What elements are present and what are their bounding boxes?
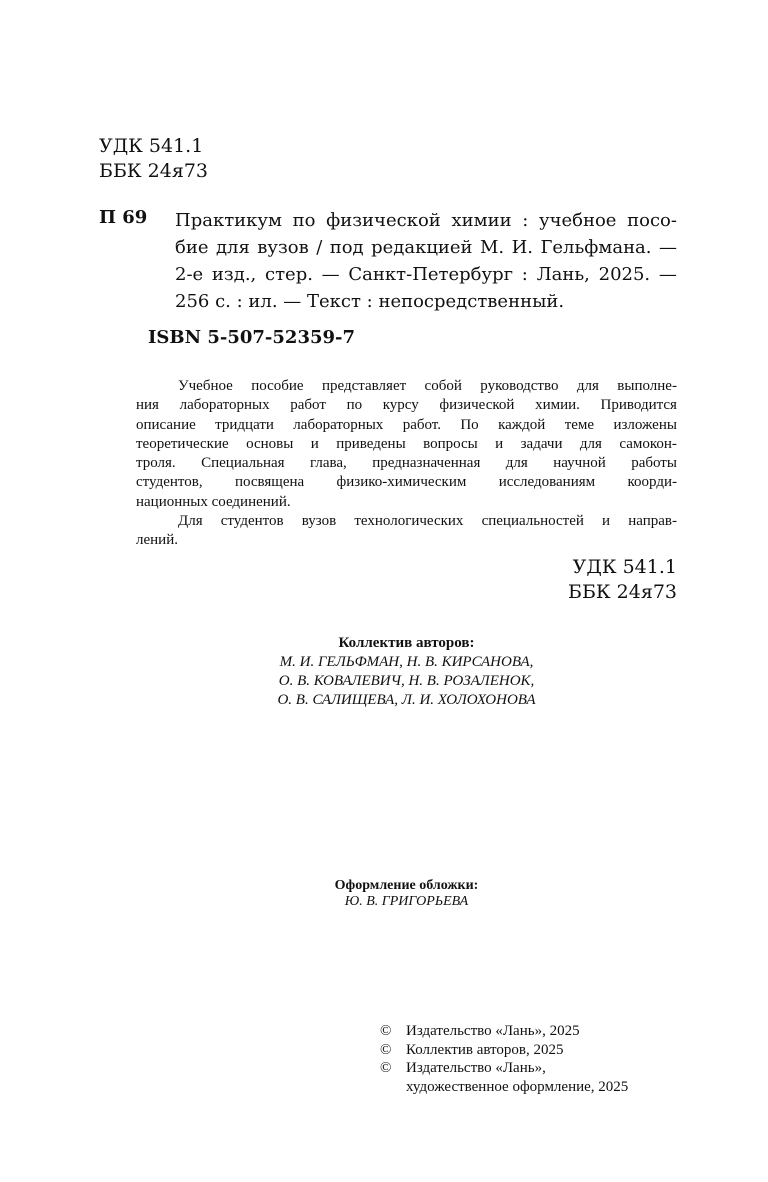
word: изложены (613, 416, 677, 433)
word: основы (246, 435, 294, 452)
udk-bbk-top (99, 134, 208, 184)
word: И. (511, 237, 533, 258)
copyright-icon: © (380, 1023, 392, 1039)
udk-bbk-bottom (568, 555, 677, 605)
word: Для (178, 513, 203, 530)
word: задачи (520, 435, 563, 452)
word: физической (326, 210, 441, 231)
word: для (576, 378, 599, 394)
word: лабораторных (293, 416, 384, 433)
word: : (521, 264, 528, 285)
copyright-text: художественное оформление, 2025 (406, 1078, 629, 1095)
text-line (136, 396, 677, 415)
cover-designer-name: Ю. В. ГРИГОРЬЕВА (344, 894, 469, 909)
text-line (136, 512, 677, 531)
copyright-text: Издательство «Лань», 2025 (406, 1023, 580, 1039)
author-names-line: М. И. ГЕЛЬФМАН, Н. В. КИРСАНОВА, (279, 654, 534, 670)
author-names-line: О. В. КОВАЛЕВИЧ, Н. В. РОЗАЛЕНОК, (278, 673, 535, 689)
word: физической (439, 397, 515, 414)
word: вопросы (423, 435, 478, 452)
text-line (175, 261, 677, 288)
word: исследованиям (498, 474, 596, 491)
word: лений. (136, 532, 178, 549)
word: лабораторных (179, 397, 270, 414)
word: троля. (136, 455, 176, 472)
word: работ. (402, 416, 441, 433)
word: студентов (220, 513, 284, 530)
word: — (321, 264, 340, 285)
copyright-icon: © (380, 1060, 392, 1076)
copyright-item (380, 1059, 628, 1096)
word: глава, (309, 455, 347, 472)
word: посвящена (234, 474, 305, 491)
word: стер. (265, 264, 313, 285)
word: самокон- (619, 435, 677, 452)
word: посо- (627, 210, 677, 231)
word: студентов, (136, 474, 203, 491)
text-line (136, 473, 677, 492)
word: 2-е (175, 264, 204, 285)
word: под (329, 237, 364, 258)
text-line (136, 435, 677, 454)
bbk-code: ББК 24я73 (99, 160, 209, 182)
word: описание (136, 416, 196, 433)
word: направ- (628, 513, 677, 530)
text-line (136, 416, 677, 435)
word: Специальная (201, 455, 285, 472)
text-line (175, 234, 677, 261)
word: для (505, 455, 528, 472)
word: — (658, 237, 677, 258)
word: каждой (498, 416, 546, 433)
word: учебное (538, 210, 617, 231)
author-names-line: О. В. САЛИЩЕВА, Л. И. ХОЛОХОНОВА (277, 692, 536, 708)
word: собой (424, 378, 462, 394)
word: Лань, (536, 264, 590, 285)
bbk-code: ББК 24я73 (567, 581, 677, 603)
author-mark: П 69 (99, 207, 148, 228)
copyright-text: Издательство «Лань», (406, 1060, 546, 1076)
word: Санкт-Петербург (348, 264, 514, 285)
word: химии. (535, 397, 580, 414)
word: теме (564, 416, 595, 433)
authors-block (136, 634, 677, 710)
text-line (136, 493, 677, 512)
word: коорди- (627, 474, 677, 491)
bibliographic-description (175, 207, 677, 315)
word: и (495, 435, 504, 452)
word: 2025. (598, 264, 651, 285)
word: / (316, 237, 323, 258)
copyright-text: Коллектив авторов, 2025 (406, 1041, 564, 1058)
text-line (136, 454, 677, 473)
word: технологических (354, 513, 464, 530)
isbn: ISBN 5-507-52359-7 (148, 327, 356, 348)
word: вузов (257, 237, 309, 258)
text-line (175, 288, 677, 315)
text-line (136, 377, 677, 396)
word: Практикум (175, 210, 282, 231)
word: По (460, 416, 479, 433)
word: М. (479, 237, 505, 258)
word: физико-химическим (336, 474, 467, 491)
word: научной (553, 455, 606, 472)
copyright-block (380, 1022, 628, 1096)
word: специальностей (481, 513, 584, 530)
word: пособие (251, 378, 304, 394)
word: ния (136, 397, 159, 414)
word: по (292, 210, 316, 231)
word: для (215, 237, 250, 258)
word: представляет (322, 378, 407, 394)
word: Учебное (178, 378, 233, 394)
udk-code: УДК 541.1 (572, 556, 677, 578)
word: : (522, 210, 529, 231)
word: Приводится (600, 397, 677, 414)
word: по (346, 397, 363, 414)
text-line (175, 207, 677, 234)
annotation (136, 377, 677, 551)
word: руководство (480, 378, 559, 394)
word: редакцией (371, 237, 473, 258)
word: химии (451, 210, 512, 231)
word: — (658, 264, 677, 285)
word: работы (631, 455, 677, 472)
word: 256 с. : ил. — Текст : непосредственный. (175, 291, 565, 312)
word: приведены (336, 435, 406, 452)
word: выполне- (617, 378, 677, 394)
word: курсу (382, 397, 419, 414)
word: национных соединений. (136, 493, 291, 510)
word: и (310, 435, 319, 452)
word: для (579, 435, 602, 452)
word: Гельфмана. (540, 237, 652, 258)
word: тридцати (215, 416, 274, 433)
copyright-icon: © (380, 1041, 392, 1058)
copyright-item (380, 1022, 628, 1041)
word: изд., (211, 264, 257, 285)
authors-heading: Коллектив авторов: (338, 635, 475, 651)
cover-design-heading: Оформление обложки: (334, 878, 479, 893)
udk-code: УДК 541.1 (99, 135, 204, 157)
word: предназначенная (372, 455, 481, 472)
text-line (136, 531, 677, 550)
copyright-item (380, 1041, 628, 1060)
word: и (602, 513, 611, 530)
word: бие (175, 237, 209, 258)
cover-design-block (136, 878, 677, 910)
word: теоретические (136, 435, 229, 452)
word: вузов (301, 513, 337, 530)
word: работ (290, 397, 326, 414)
